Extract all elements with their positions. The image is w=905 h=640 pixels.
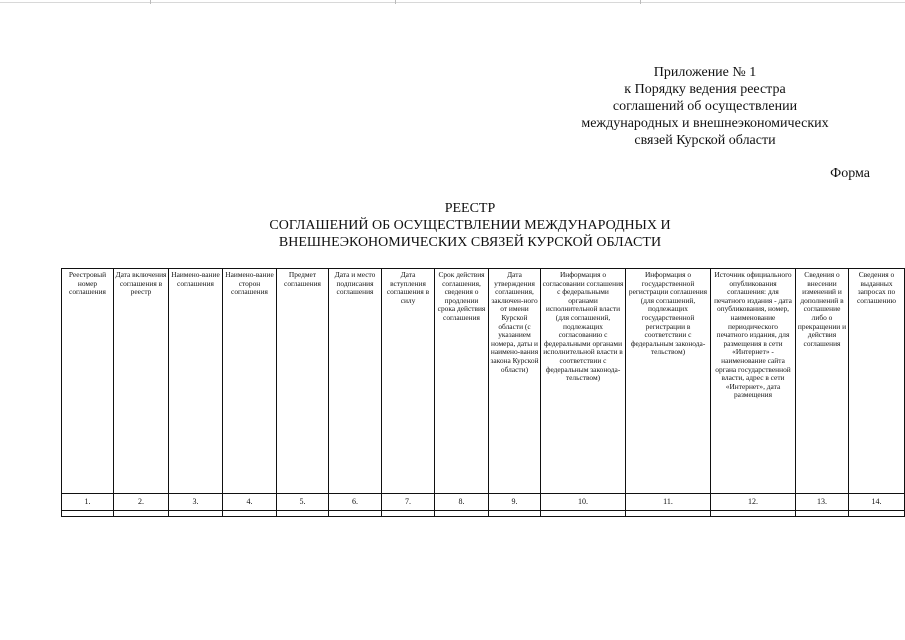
scan-edge-mark xyxy=(150,0,151,4)
table-cell xyxy=(277,511,329,517)
column-header: Срок действия соглашения, сведения о продлении срока действия соглашения xyxy=(435,269,489,494)
table-cell xyxy=(541,511,626,517)
column-number: 11. xyxy=(626,494,711,511)
column-number: 9. xyxy=(489,494,541,511)
column-header: Источник официального опубликования соглашения: для печатного издания - дата опубликования, номер, наименование периодического печатного издания, для размещения в сети «Интернет» - наименование сайта органа государственной власти, адрес в сети «Интернет», дата размещения xyxy=(711,269,796,494)
table-cell xyxy=(626,511,711,517)
appendix-line: к Порядку ведения реестра xyxy=(624,82,786,97)
appendix-line: международных и внешнеэкономических xyxy=(581,116,829,131)
scan-edge-mark xyxy=(640,0,641,4)
appendix-line: связей Курской области xyxy=(634,133,776,148)
column-number: 2. xyxy=(114,494,169,511)
scan-edge-mark xyxy=(395,0,396,4)
registry-table xyxy=(61,268,905,517)
table-cell xyxy=(169,511,223,517)
column-number: 12. xyxy=(711,494,796,511)
column-header: Дата утверждения соглашения, заключен-ного от имени Курской области (с указанием номера, даты и наимено-вания закона Курской области) xyxy=(489,269,541,494)
column-header: Информация о государственной регистрации соглашения (для соглашений, подлежащих государственной регистрации в соответствии с федеральным законода-тельством) xyxy=(626,269,711,494)
table-cell xyxy=(796,511,849,517)
column-header: Сведения о внесении изменений и дополнений в соглашение либо о прекращении и действия соглашения xyxy=(796,269,849,494)
title-line: ВНЕШНЕЭКОНОМИЧЕСКИХ СВЯЗЕЙ КУРСКОЙ ОБЛАСТИ xyxy=(278,235,662,250)
column-header: Сведения о выданных запросах по соглашению xyxy=(849,269,905,494)
table-cell xyxy=(223,511,277,517)
table-header-row xyxy=(62,269,905,494)
column-number: 13. xyxy=(796,494,849,511)
column-number: 10. xyxy=(541,494,626,511)
scan-top-edge xyxy=(0,2,905,3)
column-header: Реестровый номер соглашения xyxy=(62,269,114,494)
empty-data-row xyxy=(62,511,905,517)
column-number: 3. xyxy=(169,494,223,511)
column-number: 6. xyxy=(329,494,382,511)
column-header: Дата вступления соглашения в силу xyxy=(382,269,435,494)
table-cell xyxy=(489,511,541,517)
table-cell xyxy=(849,511,905,517)
column-number-row xyxy=(62,494,905,511)
column-number: 8. xyxy=(435,494,489,511)
column-header: Предмет соглашения xyxy=(277,269,329,494)
column-header: Наимено-вание соглашения xyxy=(169,269,223,494)
appendix-header xyxy=(540,64,870,149)
table-cell xyxy=(382,511,435,517)
column-number: 7. xyxy=(382,494,435,511)
column-number: 14. xyxy=(849,494,905,511)
form-label: Форма xyxy=(830,166,870,181)
table-cell xyxy=(711,511,796,517)
column-number: 1. xyxy=(62,494,114,511)
title-line: СОГЛАШЕНИЙ ОБ ОСУЩЕСТВЛЕНИИ МЕЖДУНАРОДНЫХ И xyxy=(269,218,671,233)
title-line: РЕЕСТР xyxy=(444,201,496,216)
table-cell xyxy=(62,511,114,517)
column-number: 4. xyxy=(223,494,277,511)
table-cell xyxy=(114,511,169,517)
appendix-line: соглашений об осуществлении xyxy=(612,99,798,114)
column-header: Наимено-вание сторон соглашения xyxy=(223,269,277,494)
column-header: Информация о согласовании соглашения с федеральными органами исполнительной власти (для соглашений, подлежащих согласованию с федеральными органами исполнительной власти в соответствии с федеральным законода-тельством) xyxy=(541,269,626,494)
column-header: Дата включения соглашения в реестр xyxy=(114,269,169,494)
appendix-line: Приложение № 1 xyxy=(653,65,757,80)
table-cell xyxy=(435,511,489,517)
column-header: Дата и место подписания соглашения xyxy=(329,269,382,494)
document-title xyxy=(180,200,760,251)
table-cell xyxy=(329,511,382,517)
column-number: 5. xyxy=(277,494,329,511)
